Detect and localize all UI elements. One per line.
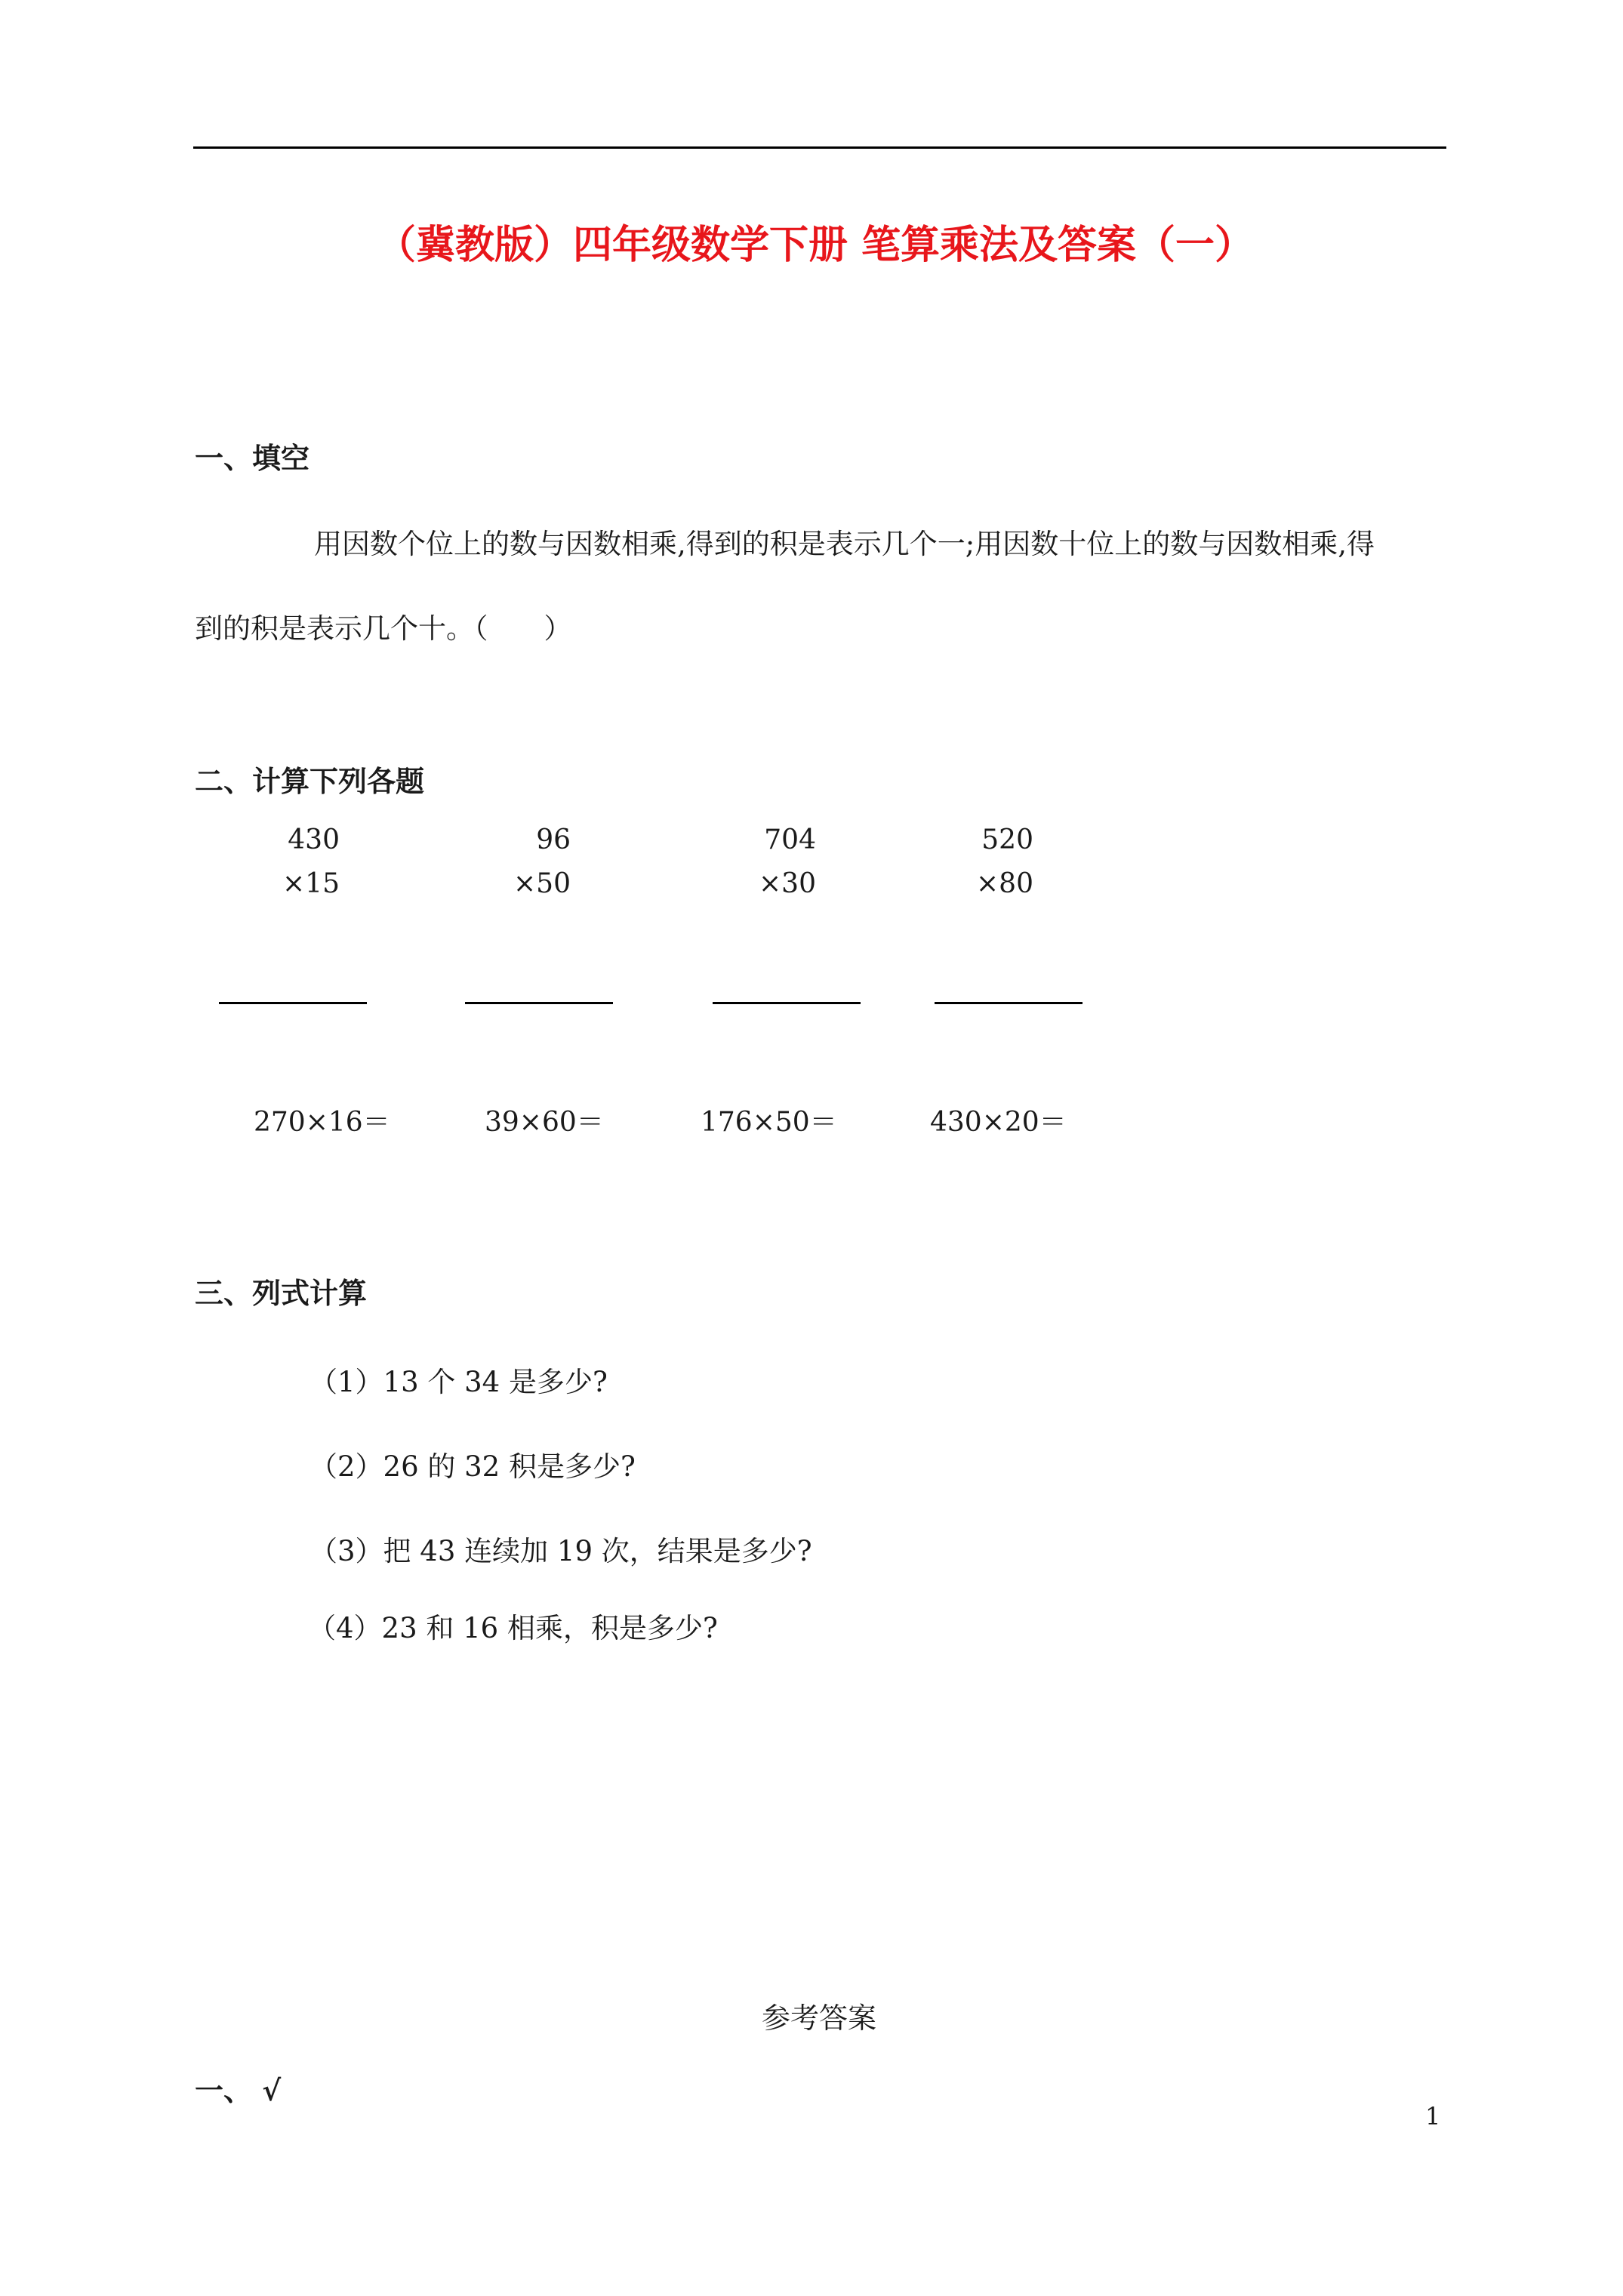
vertical-top-4: 520 — [981, 824, 1033, 855]
question-1: （1）13 个 34 是多少? — [310, 1366, 608, 1398]
header-rule — [193, 146, 1446, 149]
document-title: （冀教版）四年级数学下册 笔算乘法及答案（一） — [376, 222, 1255, 268]
answer-line-3 — [713, 1002, 861, 1004]
answer-line-2 — [465, 1002, 613, 1004]
question-4: （4）23 和 16 相乘，积是多少? — [308, 1612, 718, 1644]
answer-line-1 — [219, 1002, 367, 1004]
vertical-bottom-1: ×15 — [282, 868, 340, 899]
question-3: （3）把 43 连续加 19 次，结果是多少? — [310, 1535, 812, 1567]
vertical-bottom-4: ×80 — [976, 868, 1033, 899]
answer-line-4 — [935, 1002, 1083, 1004]
vertical-top-3: 704 — [764, 824, 816, 855]
equation-2: 39×60＝ — [485, 1107, 604, 1138]
section1-text-line2: 到的积是表示几个十。（ ） — [195, 612, 572, 645]
vertical-top-1: 430 — [288, 824, 340, 855]
answer-1: 一、 √ — [195, 2073, 282, 2107]
vertical-top-2: 96 — [536, 824, 571, 855]
vertical-bottom-3: ×30 — [759, 868, 816, 899]
equation-4: 430×20＝ — [930, 1107, 1067, 1138]
section2-heading: 二、计算下列各题 — [195, 764, 425, 798]
answers-heading: 参考答案 — [761, 2002, 876, 2035]
section3-heading: 三、列式计算 — [195, 1276, 368, 1310]
section1-heading: 一、填空 — [195, 441, 310, 475]
question-2: （2）26 的 32 积是多少? — [310, 1450, 636, 1483]
vertical-bottom-2: ×50 — [513, 868, 571, 899]
section1-text-line1: 用因数个位上的数与因数相乘,得到的积是表示几个一;用因数十位上的数与因数相乘,得 — [314, 528, 1375, 560]
equation-1: 270×16＝ — [254, 1107, 390, 1138]
equation-3: 176×50＝ — [701, 1107, 837, 1138]
page-number: 1 — [1425, 2102, 1441, 2131]
